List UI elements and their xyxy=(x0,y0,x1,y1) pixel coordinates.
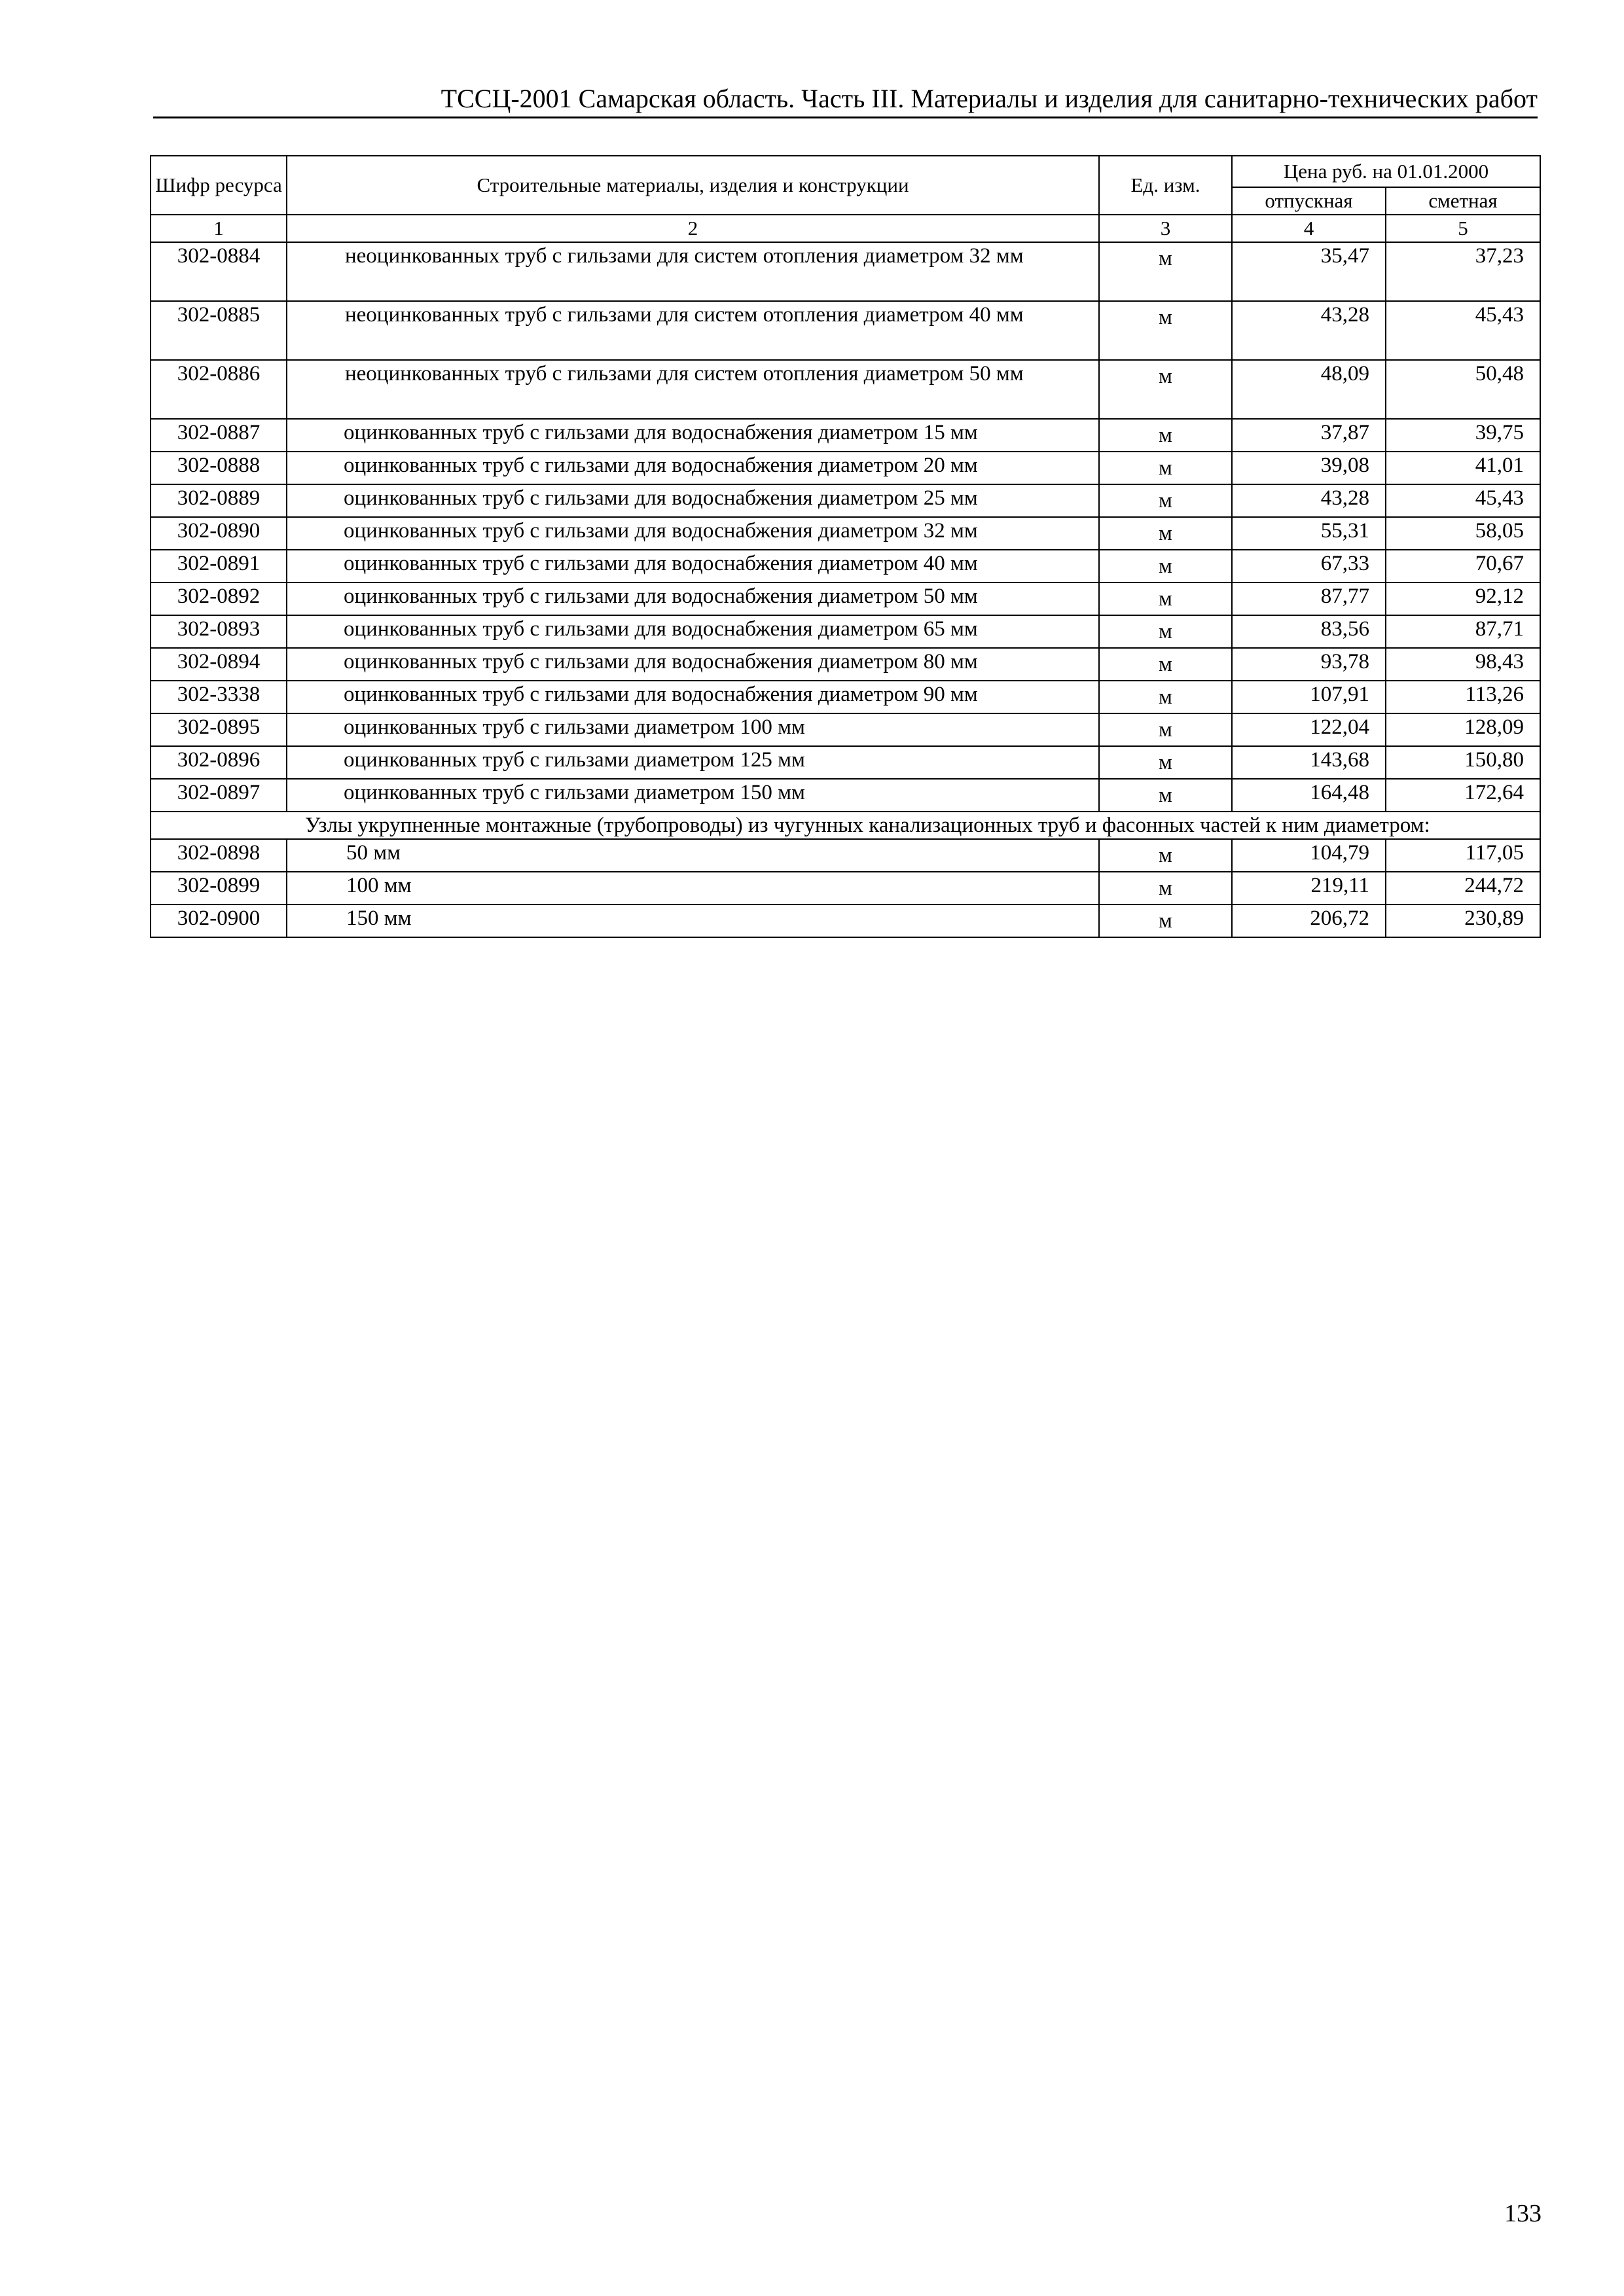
material-name: оцинкованных труб с гильзами для водоснабжения диаметром 50 мм xyxy=(344,584,978,608)
release-price: 37,87 xyxy=(1232,419,1386,452)
table-row xyxy=(151,360,1540,419)
table-row xyxy=(151,746,1540,779)
estimate-price: 230,89 xyxy=(1386,905,1540,937)
column-number: 3 xyxy=(1099,215,1232,242)
release-price: 87,77 xyxy=(1232,583,1386,615)
resource-code: 302-0894 xyxy=(151,648,287,681)
header-unit: Ед. изм. xyxy=(1099,156,1232,215)
estimate-price: 150,80 xyxy=(1386,746,1540,779)
header-code: Шифр ресурса xyxy=(151,156,287,215)
table-row xyxy=(151,713,1540,746)
estimate-price: 41,01 xyxy=(1386,452,1540,484)
release-price: 107,91 xyxy=(1232,681,1386,713)
estimate-price: 244,72 xyxy=(1386,872,1540,905)
unit-of-measure: м xyxy=(1099,779,1232,812)
resource-code: 302-0897 xyxy=(151,779,287,812)
unit-of-measure: м xyxy=(1099,242,1232,301)
material-name-cell xyxy=(287,242,1099,301)
material-name: неоцинкованных труб с гильзами для систем отопления диаметром 40 мм xyxy=(345,303,1024,327)
material-name: оцинкованных труб с гильзами диаметром 100 мм xyxy=(344,715,805,739)
column-number: 4 xyxy=(1232,215,1386,242)
material-name-cell xyxy=(287,615,1099,648)
material-name-cell xyxy=(287,713,1099,746)
material-name-cell xyxy=(287,484,1099,517)
unit-of-measure: м xyxy=(1099,484,1232,517)
unit-of-measure: м xyxy=(1099,615,1232,648)
estimate-price: 39,75 xyxy=(1386,419,1540,452)
resource-code: 302-0898 xyxy=(151,839,287,872)
header-estimate-price: сметная xyxy=(1386,187,1540,215)
table-row xyxy=(151,648,1540,681)
unit-of-measure: м xyxy=(1099,681,1232,713)
resource-code: 302-0886 xyxy=(151,360,287,419)
estimate-price: 87,71 xyxy=(1386,615,1540,648)
material-name-cell xyxy=(287,550,1099,583)
resource-code: 302-0893 xyxy=(151,615,287,648)
material-name: 150 мм xyxy=(346,906,412,930)
material-name: оцинкованных труб с гильзами для водоснабжения диаметром 65 мм xyxy=(344,617,978,641)
estimate-price: 113,26 xyxy=(1386,681,1540,713)
release-price: 48,09 xyxy=(1232,360,1386,419)
table-row xyxy=(151,419,1540,452)
table-row xyxy=(151,779,1540,812)
material-name-cell xyxy=(287,746,1099,779)
material-name: 50 мм xyxy=(346,841,401,865)
table-header-row xyxy=(151,156,1540,187)
release-price: 43,28 xyxy=(1232,301,1386,360)
resource-code: 302-0895 xyxy=(151,713,287,746)
material-name: оцинкованных труб с гильзами для водоснабжения диаметром 80 мм xyxy=(344,650,978,673)
release-price: 104,79 xyxy=(1232,839,1386,872)
material-name-cell xyxy=(287,872,1099,905)
unit-of-measure: м xyxy=(1099,746,1232,779)
release-price: 55,31 xyxy=(1232,517,1386,550)
resource-code: 302-0899 xyxy=(151,872,287,905)
resource-code: 302-0889 xyxy=(151,484,287,517)
material-name: оцинкованных труб с гильзами диаметром 125 мм xyxy=(344,748,805,772)
unit-of-measure: м xyxy=(1099,550,1232,583)
unit-of-measure: м xyxy=(1099,452,1232,484)
page-header-title: ТССЦ-2001 Самарская область. Часть III. Материалы и изделия для санитарно-технических работ xyxy=(441,84,1538,113)
material-name: оцинкованных труб с гильзами для водоснабжения диаметром 90 мм xyxy=(344,683,978,706)
release-price: 143,68 xyxy=(1232,746,1386,779)
unit-of-measure: м xyxy=(1099,360,1232,419)
column-number: 1 xyxy=(151,215,287,242)
resource-code: 302-0892 xyxy=(151,583,287,615)
material-name: оцинкованных труб с гильзами диаметром 150 мм xyxy=(344,781,805,804)
unit-of-measure: м xyxy=(1099,905,1232,937)
material-name-cell xyxy=(287,779,1099,812)
page-number: 133 xyxy=(1504,2200,1542,2227)
estimate-price: 70,67 xyxy=(1386,550,1540,583)
release-price: 164,48 xyxy=(1232,779,1386,812)
unit-of-measure: м xyxy=(1099,839,1232,872)
unit-of-measure: м xyxy=(1099,872,1232,905)
section-title: Узлы укрупненные монтажные (трубопроводы) из чугунных канализационных труб и фасонных частей к ним диаметром: xyxy=(151,812,1540,839)
section-row xyxy=(151,812,1540,839)
column-number-row xyxy=(151,215,1540,242)
material-name-cell xyxy=(287,905,1099,937)
unit-of-measure: м xyxy=(1099,648,1232,681)
table-row xyxy=(151,550,1540,583)
unit-of-measure: м xyxy=(1099,713,1232,746)
release-price: 67,33 xyxy=(1232,550,1386,583)
estimate-price: 128,09 xyxy=(1386,713,1540,746)
estimate-price: 172,64 xyxy=(1386,779,1540,812)
resource-code: 302-0890 xyxy=(151,517,287,550)
material-name: оцинкованных труб с гильзами для водоснабжения диаметром 40 мм xyxy=(344,552,978,575)
material-name-cell xyxy=(287,681,1099,713)
price-table xyxy=(150,155,1541,938)
column-number: 5 xyxy=(1386,215,1540,242)
resource-code: 302-0885 xyxy=(151,301,287,360)
resource-code: 302-0891 xyxy=(151,550,287,583)
table-row xyxy=(151,484,1540,517)
table-row xyxy=(151,517,1540,550)
unit-of-measure: м xyxy=(1099,517,1232,550)
material-name: оцинкованных труб с гильзами для водоснабжения диаметром 15 мм xyxy=(344,421,978,444)
unit-of-measure: м xyxy=(1099,583,1232,615)
resource-code: 302-0896 xyxy=(151,746,287,779)
resource-code: 302-0884 xyxy=(151,242,287,301)
estimate-price: 45,43 xyxy=(1386,484,1540,517)
table-row xyxy=(151,839,1540,872)
header-price: Цена руб. на 01.01.2000 xyxy=(1232,156,1540,187)
estimate-price: 45,43 xyxy=(1386,301,1540,360)
material-name: оцинкованных труб с гильзами для водоснабжения диаметром 20 мм xyxy=(344,454,978,477)
release-price: 122,04 xyxy=(1232,713,1386,746)
table-row xyxy=(151,905,1540,937)
column-number: 2 xyxy=(287,215,1099,242)
estimate-price: 117,05 xyxy=(1386,839,1540,872)
release-price: 43,28 xyxy=(1232,484,1386,517)
header-release-price: отпускная xyxy=(1232,187,1386,215)
material-name-cell xyxy=(287,452,1099,484)
release-price: 39,08 xyxy=(1232,452,1386,484)
material-name-cell xyxy=(287,419,1099,452)
table-row xyxy=(151,615,1540,648)
release-price: 219,11 xyxy=(1232,872,1386,905)
table-row xyxy=(151,583,1540,615)
material-name-cell xyxy=(287,583,1099,615)
material-name-cell xyxy=(287,360,1099,419)
material-name: оцинкованных труб с гильзами для водоснабжения диаметром 25 мм xyxy=(344,486,978,510)
material-name-cell xyxy=(287,839,1099,872)
table-row xyxy=(151,452,1540,484)
table-row xyxy=(151,872,1540,905)
unit-of-measure: м xyxy=(1099,419,1232,452)
estimate-price: 37,23 xyxy=(1386,242,1540,301)
table-row xyxy=(151,242,1540,301)
header-divider xyxy=(153,117,1538,118)
material-name: 100 мм xyxy=(346,874,412,897)
estimate-price: 58,05 xyxy=(1386,517,1540,550)
release-price: 93,78 xyxy=(1232,648,1386,681)
material-name: оцинкованных труб с гильзами для водоснабжения диаметром 32 мм xyxy=(344,519,978,543)
table-row xyxy=(151,681,1540,713)
material-name-cell xyxy=(287,648,1099,681)
resource-code: 302-0900 xyxy=(151,905,287,937)
material-name-cell xyxy=(287,301,1099,360)
release-price: 206,72 xyxy=(1232,905,1386,937)
unit-of-measure: м xyxy=(1099,301,1232,360)
resource-code: 302-3338 xyxy=(151,681,287,713)
header-name: Строительные материалы, изделия и конструкции xyxy=(287,156,1099,215)
material-name-cell xyxy=(287,517,1099,550)
resource-code: 302-0887 xyxy=(151,419,287,452)
release-price: 35,47 xyxy=(1232,242,1386,301)
resource-code: 302-0888 xyxy=(151,452,287,484)
release-price: 83,56 xyxy=(1232,615,1386,648)
estimate-price: 98,43 xyxy=(1386,648,1540,681)
material-name: неоцинкованных труб с гильзами для систем отопления диаметром 50 мм xyxy=(345,362,1024,386)
estimate-price: 92,12 xyxy=(1386,583,1540,615)
material-name: неоцинкованных труб с гильзами для систем отопления диаметром 32 мм xyxy=(345,244,1024,268)
estimate-price: 50,48 xyxy=(1386,360,1540,419)
table-row xyxy=(151,301,1540,360)
